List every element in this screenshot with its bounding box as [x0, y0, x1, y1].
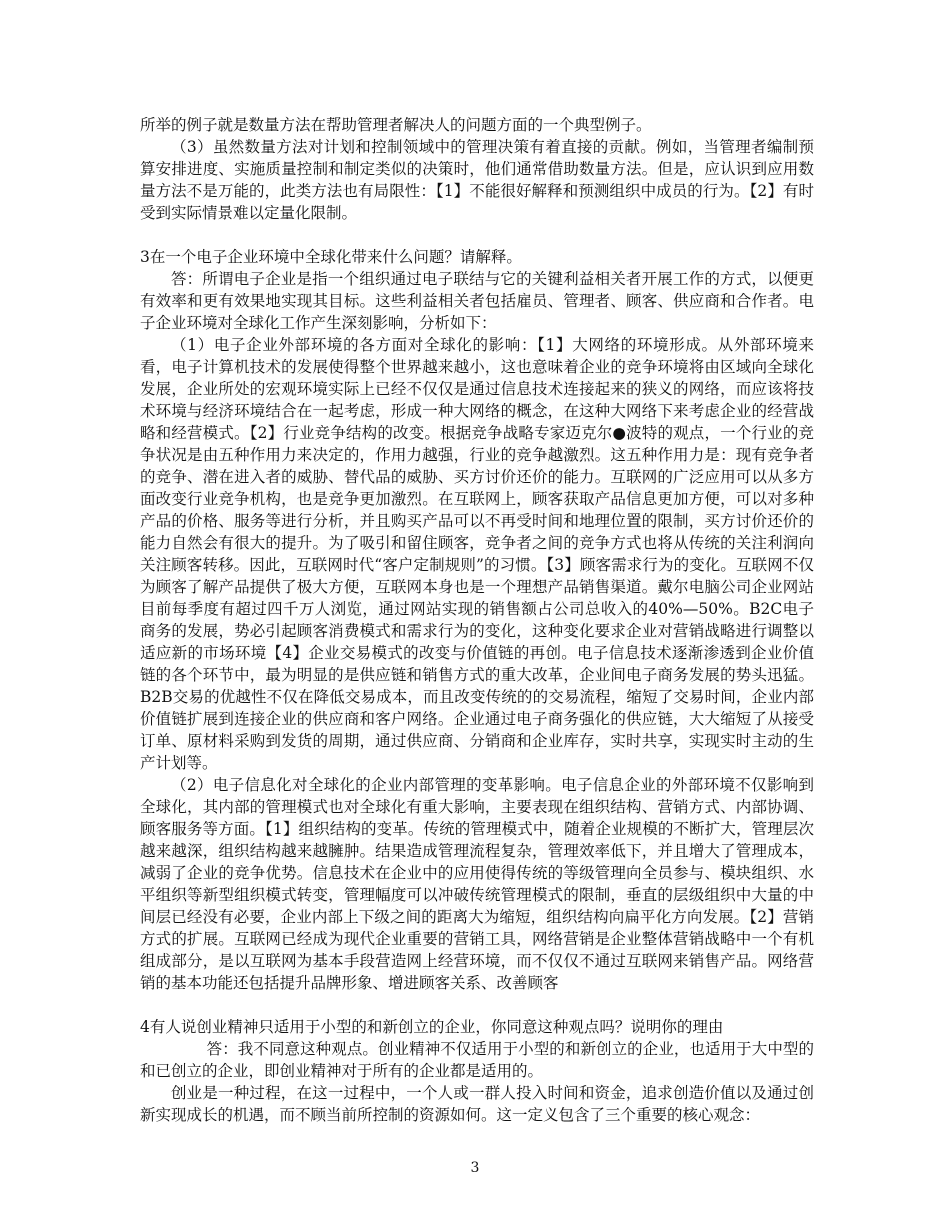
question-4-heading: 4有人说创业精神只适用于小型的和新创立的企业，你同意这种观点吗？说明你的理由 [140, 1018, 724, 1036]
page-number: 3 [470, 1160, 480, 1176]
spacer [140, 224, 814, 246]
paragraph-2: （3）虽然数量方法对计划和控制领域中的管理决策有着直接的贡献。例如，当管理者编制预算安排进度、实施质量控制和制定类似的决策时，他们通常借助数量方法。但是，应认识到应用数量方法不是万能的，此类方法也有局限性：【1】不能很好解释和预测组织中成员的行为。【2】有时受到实际情景难以定量化限制。 [140, 138, 814, 222]
answer-4-intro: 答：我不同意这种观点。创业精神不仅适用于小型的和新创立的企业，也适用于大中型的和已创立的企业，即创业精神对于所有的企业都是适用的。 [140, 1040, 814, 1080]
answer-3-point-2: （2）电子信息化对全球化的企业内部管理的变革影响。电子信息企业的外部环境不仅影响到全球化，其内部的管理模式也对全球化有重大影响，主要表现在组织结构、营销方式、内部协调、顾客服务等方面。【1】组织结构的变革。传统的管理模式中，随着企业规模的不断扩大，管理层次越来越深，组织结构越来越臃肿。结果造成管理流程复杂，管理效率低下，并且增大了管理成本，减弱了企业的竞争优势。信息技术在企业中的应用使得传统的等级管理向全员参与、模块组织、水平组织等新型组织模式转变，管理幅度可以冲破传统管理模式的限制，垂直的层级组织中大量的中间层已经没有必要，企业内部上下级之间的距离大为缩短，组织结构向扁平化方向发展。【2】营销方式的扩展。互联网已经成为现代企业重要的营销工具，网络营销是企业整体营销战略中一个有机组成部分，是以互联网为基本手段营造网上经营环境，而不仅仅不通过互联网来销售产品。网络营销的基本功能还包括提升品牌形象、增进顾客关系、改善顾客 [140, 776, 814, 992]
answer-4-definition: 创业是一种过程，在这一过程中，一个人或一群人投入时间和资金，追求创造价值以及通过创新实现成长的机遇，而不顾当前所控制的资源如何。这一定义包含了三个重要的核心观念： [140, 1084, 814, 1124]
document-body [140, 114, 814, 1126]
question-3-heading: 3在一个电子企业环境中全球化带来什么问题？请解释。 [140, 248, 522, 266]
answer-3-intro: 答：所谓电子企业是指一个组织通过电子联结与它的关键利益相关者开展工作的方式，以便更有效率和更有效果地实现其目标。这些利益相关者包括雇员、管理者、顾客、供应商和合作者。电子企业环境对全球化工作产生深刻影响，分析如下： [140, 270, 814, 332]
answer-3-point-1: （1）电子企业外部环境的各方面对全球化的影响：【1】大网络的环境形成。从外部环境来看，电子计算机技术的发展使得整个世界越来越小，这也意味着企业的竞争环境将由区域向全球化发展，企业所处的宏观环境实际上已经不仅仅是通过信息技术连接起来的狭义的网络，而应该将技术环境与经济环境结合在一起考虑，形成一种大网络的概念，在这种大网络下来考虑企业的经营战略和经营模式。【2】行业竞争结构的改变。根据竞争战略专家迈克尔●波特的观点，一个行业的竞争状况是由五种作用力来决定的，作用力越强，行业的竞争越激烈。这五种作用力是：现有竞争者的竞争、潜在进入者的威胁、替代品的威胁、买方讨价还价的能力。互联网的广泛应用可以从多方面改变行业竞争机构，也是竞争更加激烈。在互联网上，顾客获取产品信息更加方便，可以对多种产品的价格、服务等进行分析，并且购买产品可以不再受时间和地理位置的限制，买方讨价还价的能力自然会有很大的提升。为了吸引和留住顾客，竞争者之间的竞争方式也将从传统的关注利润向关注顾客转移。因此，互联网时代“客户定制规则”的习惯。【3】顾客需求行为的变化。互联网不仅为顾客了解产品提供了极大方便，互联网本身也是一个理想产品销售渠道。戴尔电脑公司企业网站目前每季度有超过四千万人浏览，通过网站实现的销售额占公司总收入的40%—50%。B2C电子商务的发展，势必引起顾客消费模式和需求行为的变化，这种变化要求企业对营销战略进行调整以适应新的市场环境【4】企业交易模式的改变与价值链的再创。电子信息技术逐渐渗透到企业价值链的各个环节中，最为明显的是供应链和销售方式的重大改革，企业间电子商务发展的势头迅猛。B2B交易的优越性不仅在降低交易成本，而且改变传统的的交易流程，缩短了交易时间，企业内部价值链扩展到连接企业的供应商和客户网络。企业通过电子商务强化的供应链，大大缩短了从接受订单、原材料采购到发货的周期，通过供应商、分销商和企业库存，实时共享，实现实时主动的生产计划等。 [140, 336, 814, 772]
spacer [140, 994, 814, 1016]
paragraph-1: 所举的例子就是数量方法在帮助管理者解决人的问题方面的一个典型例子。 [140, 116, 652, 134]
